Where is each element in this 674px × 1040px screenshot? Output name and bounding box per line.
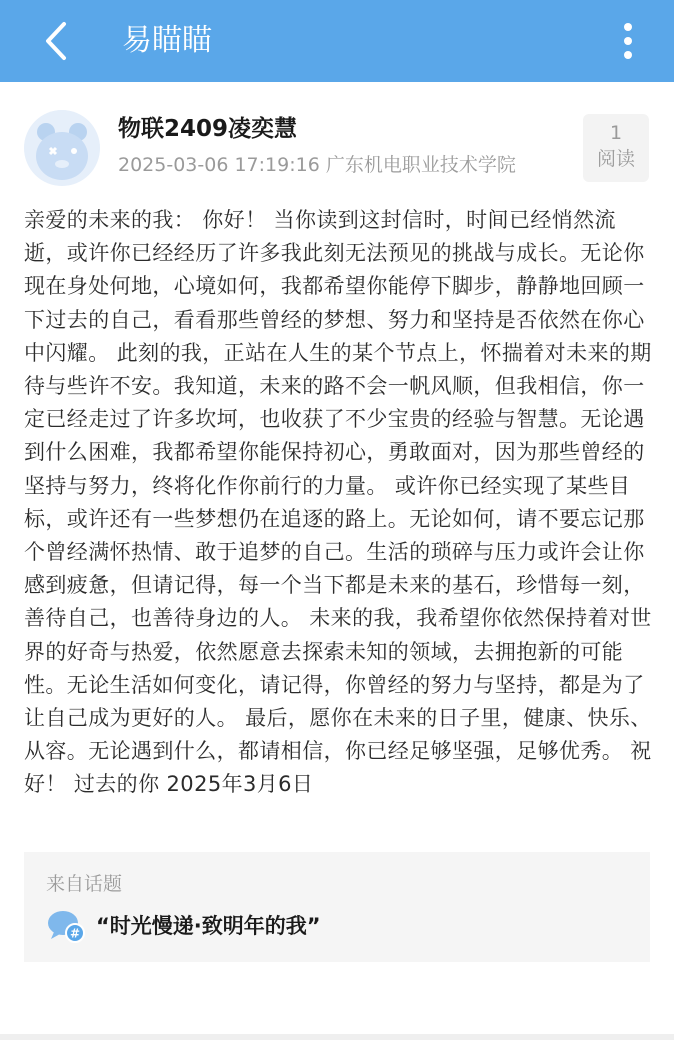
post-meta (118, 151, 516, 179)
post-timestamp: 2025-03-06 17:19:16 (118, 154, 320, 176)
topic-icon-wrap (46, 908, 86, 944)
read-label: 阅读 (596, 148, 635, 170)
topic-card[interactable] (24, 852, 650, 962)
more-vertical-icon (610, 18, 646, 64)
top-app-bar (0, 0, 674, 82)
read-count: 1 (609, 122, 623, 144)
post-school: 广东机电职业技术学院 (325, 154, 516, 176)
svg-text:#: # (69, 926, 81, 941)
read-count-badge (583, 114, 649, 182)
bear-avatar-icon (24, 110, 100, 186)
avatar[interactable] (24, 110, 100, 186)
topic-name[interactable]: “时光慢递·致明年的我” (96, 914, 321, 938)
author-name[interactable]: 物联2409凌奕慧 (118, 116, 298, 142)
page-title: 易瞄瞄 (122, 23, 212, 58)
bottom-divider (0, 1034, 674, 1040)
more-options-button[interactable] (610, 18, 646, 64)
chevron-left-icon (36, 18, 82, 64)
topic-label: 来自话题 (46, 873, 123, 895)
chat-bubble-hash-icon (46, 908, 86, 944)
back-button[interactable] (36, 18, 82, 64)
post-content: 亲爱的未来的我： 你好！ 当你读到这封信时，时间已经悄然流逝，或许你已经经历了许多我此刻无法预见的挑战与成长。无论你现在身处何地，心境如何，我都希望你能停下脚步，静静地回顾一下过去的自己，看看那些曾经的梦想、努力和坚持是否依然在你心中闪耀。 此刻的我，正站在人生的某个节点上，怀揣着对未来的期待与些许不安。我知道，未来的路不会一帆风顺，但我相信，你一定已经走过了许多坎坷，也收获了不少宝贵的经验与智慧。无论遇到什么困难，我都希望你能保持初心，勇敢面对，因为那些曾经的坚持与努力，终将化作你前行的力量。 或许你已经实现了某些目标，或许还有一些梦想仍在追逐的路上。无论如何，请不要忘记那个曾经满怀热情、敢于追梦的自己。生活的琐碎与压力或许会让你感到疲惫，但请记得，每一个当下都是未来的基石，珍惜每一刻，善待自己，也善待身边的人。 未来的我，我希望你依然保持着对世界的好奇与热爱，依然愿意去探索未知的领域，去拥抱新的可能性。无论生活如何变化，请记得，你曾经的努力与坚持，都是为了让自己成为更好的人。 最后，愿你在未来的日子里，健康、快乐、从容。无论遇到什么，都请相信，你已经足够坚强，足够优秀。 祝好！ 过去的你 2025年3月6日 (24, 208, 652, 797)
